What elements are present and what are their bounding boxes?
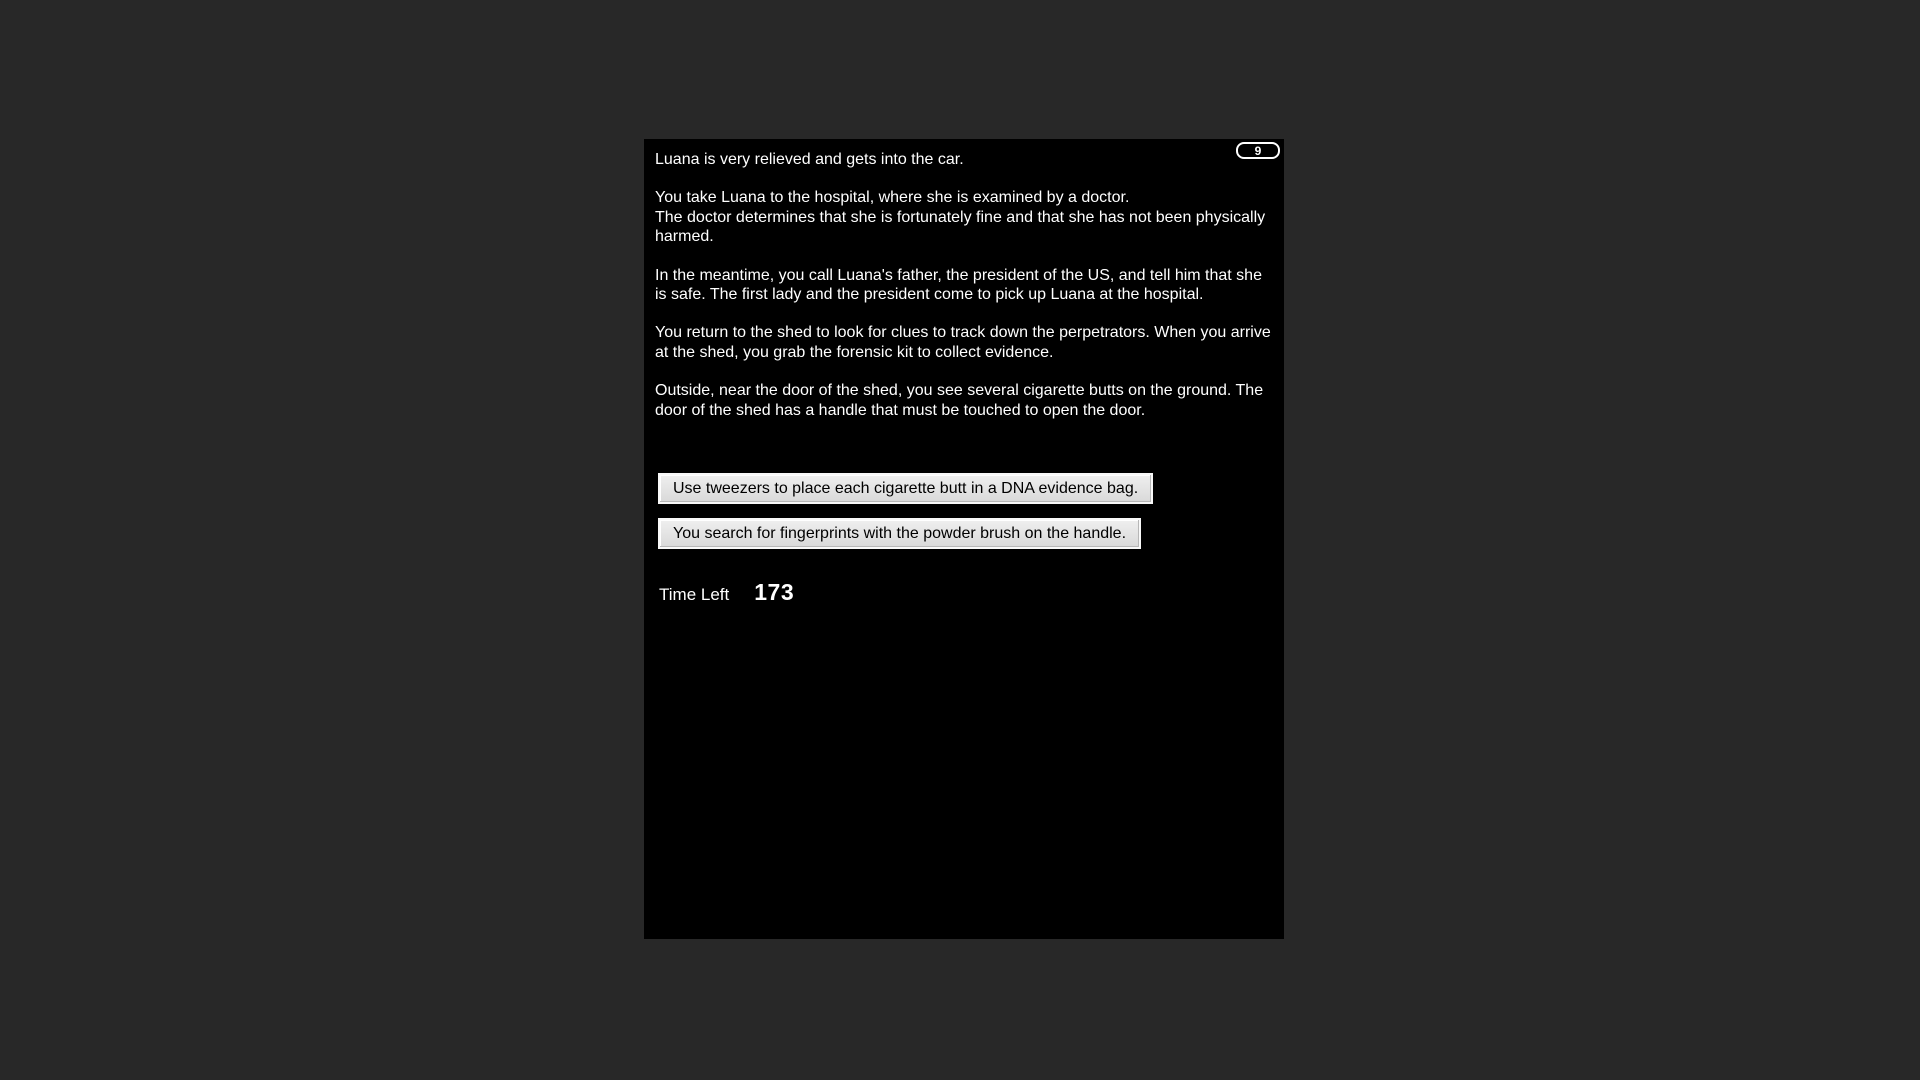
time-left-value: 173 — [754, 579, 795, 605]
story-line: Luana is very relieved and gets into the car. — [655, 151, 964, 168]
story-paragraph — [655, 381, 1277, 420]
choice-button-dna-evidence[interactable]: Use tweezers to place each cigarette butt in a DNA evidence bag. — [658, 473, 1153, 504]
story-paragraph — [655, 266, 1277, 305]
time-left-label: Time Left — [659, 585, 730, 604]
passage-counter-badge: 9 — [1236, 142, 1280, 159]
story-paragraph — [655, 150, 1277, 169]
timer-row — [659, 579, 794, 606]
choice-button-fingerprints[interactable]: You search for fingerprints with the powder brush on the handle. — [658, 518, 1141, 549]
game-window — [644, 139, 1284, 939]
choice-list — [658, 473, 1153, 563]
story-line: You take Luana to the hospital, where she is examined by a doctor. — [655, 189, 1130, 207]
story-text — [655, 150, 1277, 420]
story-line: The doctor determines that she is fortunately fine and that she has not been physically harmed. — [655, 208, 1266, 246]
story-line: You return to the shed to look for clues to track down the perpetrators. When you arrive at the shed, you grab the forensic kit to collect evidence. — [655, 324, 1271, 361]
story-paragraph — [655, 323, 1277, 362]
story-paragraph — [655, 188, 1277, 246]
story-line: In the meantime, you call Luana's father, the president of the US, and tell him that she is safe. The first lady and the president come to pick up Luana at the hospital. — [655, 266, 1262, 304]
story-line: Outside, near the door of the shed, you see several cigarette butts on the ground. The door of the shed has a handle that must be touched to open the door. — [655, 382, 1264, 419]
